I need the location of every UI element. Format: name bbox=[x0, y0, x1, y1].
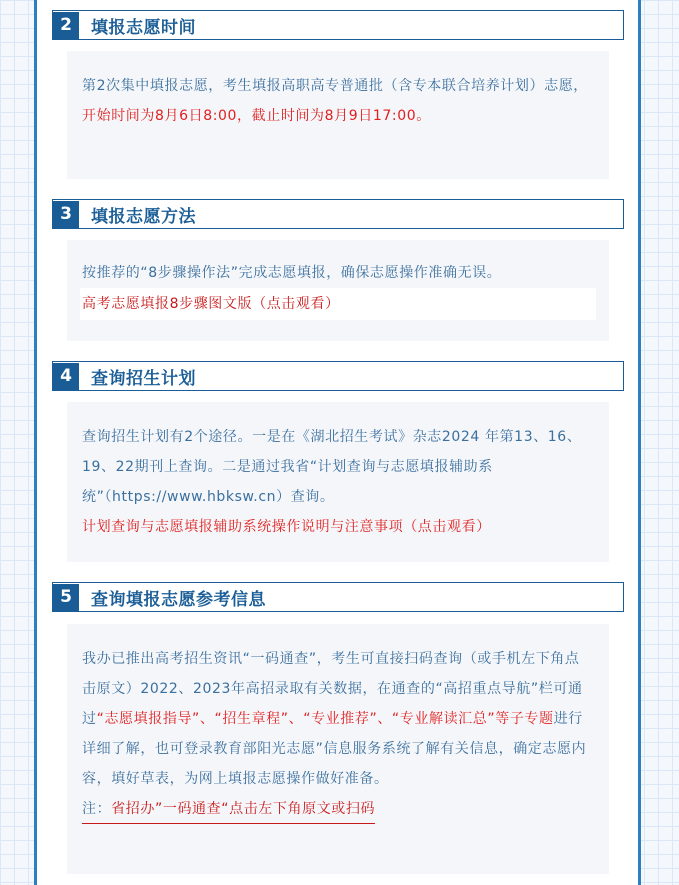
system-manual-link[interactable]: 计划查询与志愿填报辅助系统操作说明与注意事项（点击观看） bbox=[82, 519, 491, 535]
section-title: 填报志愿方法 bbox=[91, 206, 196, 227]
section-header-3 bbox=[52, 199, 624, 229]
link-box bbox=[80, 288, 596, 320]
section-number-badge: 2 bbox=[53, 12, 79, 39]
section-body-4 bbox=[67, 402, 609, 562]
note-prefix: 注： bbox=[82, 801, 112, 817]
qr-note[interactable] bbox=[82, 794, 375, 824]
section-number-badge: 5 bbox=[53, 584, 79, 611]
section-paragraph: 按推荐的“8步骤操作法”完成志愿填报，确保志愿操作准确无误。 bbox=[82, 265, 502, 281]
section-paragraph: 查询招生计划有2个途径。一是在《湖北招生考试》杂志2024 年第13、16、19、22期刊上查询。二是通过我省“计划查询与志愿填报辅助系统”（https://www.hbksw.cn）查询。 bbox=[82, 429, 582, 505]
section-title: 填报志愿时间 bbox=[91, 17, 196, 38]
section-header-4 bbox=[52, 361, 624, 391]
note-text: 省招办”一码通查“点击左下角原文或扫码 bbox=[111, 801, 376, 817]
section-title: 查询招生计划 bbox=[91, 368, 196, 389]
section-number-badge: 4 bbox=[53, 363, 79, 390]
section-paragraph: 我办已推出高考招生资讯“一码通查”，考生可直接扫码查询（或手机左下角点击原文）2022、2023年高招录取有关数据，在通查的“高招重点导航”栏可通过“志愿填报指导”、“招生章程”、“专业推荐”、“专业解读汇总”等子专题进行详细了解，也可登录教育部阳光志愿”信息服务系统了解有关信息，确定志愿内容，填好草表，为网上填报志愿操作做好准备。 bbox=[82, 651, 587, 787]
section-header-5 bbox=[52, 582, 624, 612]
section-number-badge: 3 bbox=[53, 201, 79, 228]
section-body-5 bbox=[67, 624, 609, 874]
section-header-2 bbox=[52, 10, 624, 40]
eight-steps-link[interactable]: 高考志愿填报8步骤图文版（点击观看） bbox=[82, 296, 340, 312]
section-paragraph: 第2次集中填报志愿，考生填报高职高专普通批（含专本联合培养计划）志愿，开始时间为8月6日8:00，截止时间为8月9日17:00。 bbox=[82, 78, 588, 124]
section-body-3 bbox=[67, 240, 609, 341]
section-title: 查询填报志愿参考信息 bbox=[91, 589, 266, 610]
section-body-2 bbox=[67, 51, 609, 179]
